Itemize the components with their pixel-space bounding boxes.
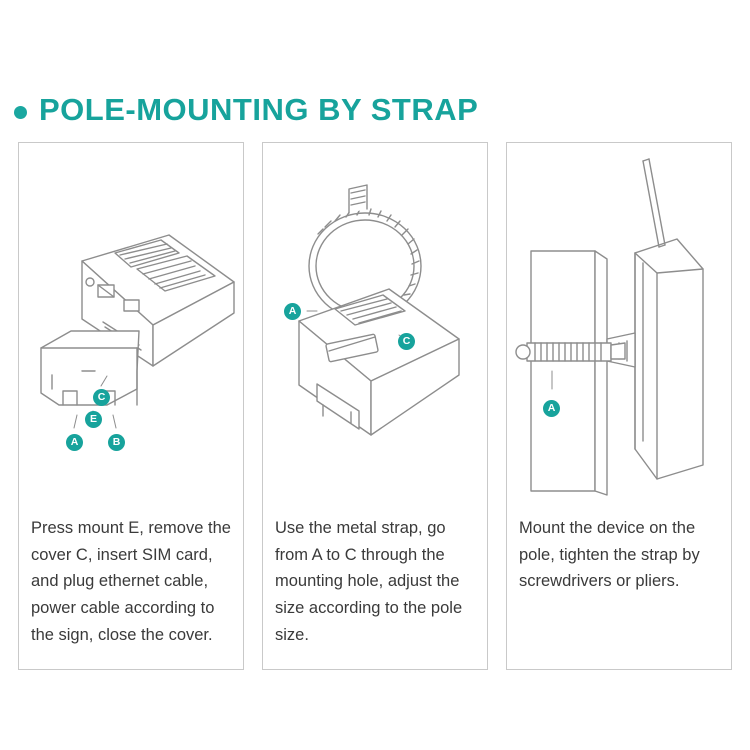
step-1-illustration [19,143,243,513]
page-title [14,92,478,128]
step-3-caption: Mount the device on the pole, tighten the strap by screwdrivers or pliers. [519,519,700,591]
badge-c: C [398,333,415,350]
step-2-illustration [263,143,487,513]
step-2-caption: Use the metal strap, go from A to C through the mounting hole, adjust the size according to the pole size. [275,519,463,644]
step-3-illustration [507,143,731,513]
step-1-caption: Press mount E, remove the cover C, insert SIM card, and plug ethernet cable, power cable according to the sign, close the cover. [31,519,231,644]
step-panel-1 [18,142,244,670]
page-title-text: POLE-MOUNTING BY STRAP [39,92,479,127]
badge-c: C [93,389,110,406]
badge-a: A [284,303,301,320]
badge-b: B [108,434,125,451]
bullet-icon [14,106,27,119]
step-panel-2 [262,142,488,670]
badge-a: A [543,400,560,417]
badge-a: A [66,434,83,451]
badge-e: E [85,411,102,428]
step-panel-3 [506,142,732,670]
